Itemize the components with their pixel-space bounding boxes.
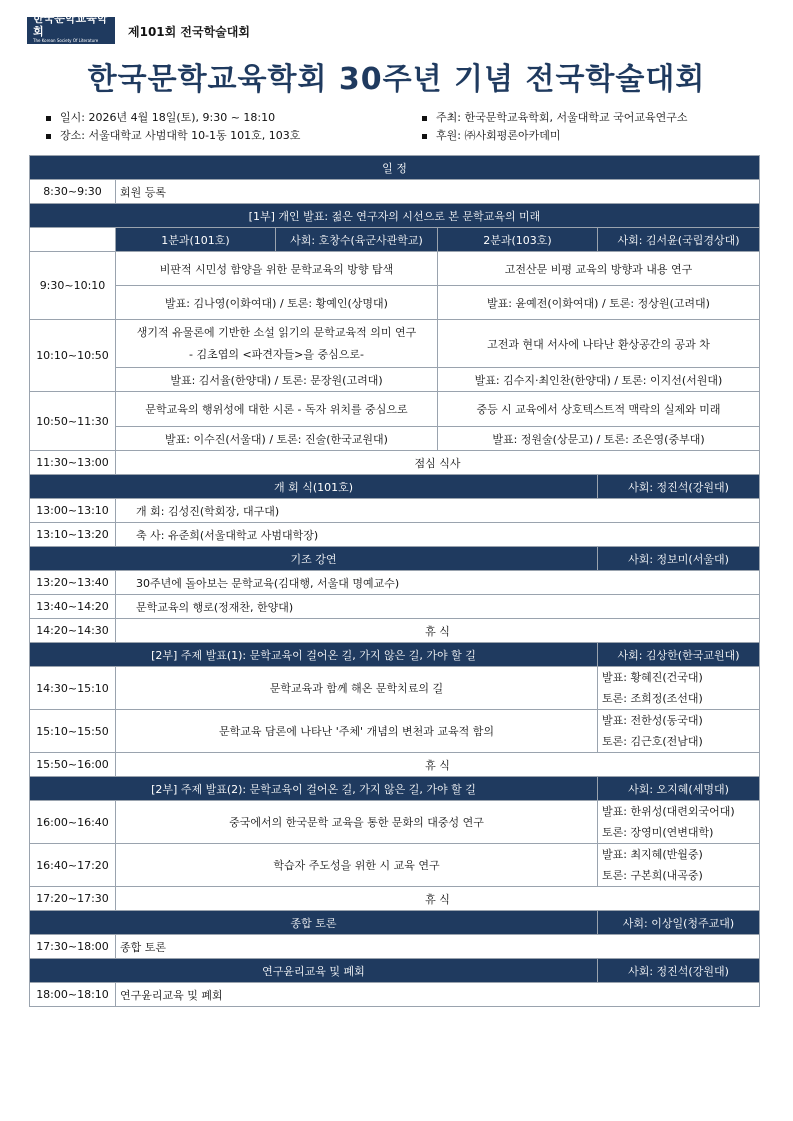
opening-item: 축 사: 유준희(서울대학교 사범대학장) <box>116 523 760 547</box>
time-cell: 15:10~15:50 <box>30 710 116 753</box>
society-logo <box>27 11 115 49</box>
talk-presenter: 발표: 황혜진(건국대) <box>602 671 703 684</box>
time-cell: 9:30~10:10 <box>30 252 116 320</box>
lunch-label: 점심 식사 <box>116 451 760 475</box>
registration-label: 회원 등록 <box>116 180 760 204</box>
talk-title: 학습자 주도성을 위한 시 교육 연구 <box>116 844 598 887</box>
time-cell: 8:30~9:30 <box>30 180 116 204</box>
talk-people <box>598 667 760 710</box>
talk-discussant: 토론: 장영미(연변대학) <box>602 826 714 839</box>
time-cell: 13:20~13:40 <box>30 571 116 595</box>
table-row <box>30 180 760 204</box>
discussion-header: 종합 토론 <box>30 911 598 935</box>
bullet-icon <box>422 134 427 139</box>
talk-people <box>598 710 760 753</box>
part2b-chair: 사회: 오지혜(세명대) <box>598 777 760 801</box>
opening-chair: 사회: 정진석(강원대) <box>598 475 760 499</box>
time-cell: 17:30~18:00 <box>30 935 116 959</box>
table-row <box>30 392 760 427</box>
time-cell: 17:20~17:30 <box>30 887 116 911</box>
talk-title: 중국에서의 한국문학 교육을 통한 문화의 대중성 연구 <box>116 801 598 844</box>
part2a-header: [2부] 주제 발표(1): 문학교육이 걸어온 길, 가지 않은 길, 가야 할 길 <box>30 643 598 667</box>
table-row <box>30 499 760 523</box>
time-cell: 14:20~14:30 <box>30 619 116 643</box>
room1-chair: 사회: 호창수(육군사관학교) <box>276 228 438 252</box>
session-title: 비판적 시민성 함양을 위한 문학교육의 방향 탐색 <box>116 252 438 286</box>
break-label: 휴 식 <box>116 619 760 643</box>
keynote-item: 30주년에 돌아보는 문학교육(김대행, 서울대 명예교수) <box>116 571 760 595</box>
break-label: 휴 식 <box>116 887 760 911</box>
talk-presenter: 발표: 최지혜(반월중) <box>602 848 703 861</box>
page-title: 한국문학교육학회 30주년 기념 전국학술대회 <box>87 62 706 97</box>
info-date: 일시: 2026년 4월 18일(토), 9:30 ~ 18:10 <box>60 111 276 124</box>
bullet-icon <box>422 116 427 121</box>
info-host: 주최: 한국문학교육학회, 서울대학교 국어교육연구소 <box>436 111 688 124</box>
break-label: 휴 식 <box>116 753 760 777</box>
table-row <box>30 228 760 252</box>
time-cell: 14:30~15:10 <box>30 667 116 710</box>
table-row <box>30 844 760 887</box>
table-row <box>30 710 760 753</box>
table-row <box>30 619 760 643</box>
session-presenters: 발표: 김나영(이화여대) / 토론: 황예인(상명대) <box>116 286 438 320</box>
schedule-table <box>29 155 760 1007</box>
info-left <box>46 109 300 145</box>
closing-label: 연구윤리교육 및 폐회 <box>116 983 760 1007</box>
part2b-header: [2부] 주제 발표(2): 문학교육이 걸어온 길, 가지 않은 길, 가야 할 길 <box>30 777 598 801</box>
part1-header: [1부] 개인 발표: 젊은 연구자의 시선으로 본 문학교육의 미래 <box>30 204 760 228</box>
session-title-line1: 생기적 유물론에 기반한 소설 읽기의 문학교육적 의미 연구 <box>136 325 417 339</box>
part2a-chair: 사회: 김상한(한국교원대) <box>598 643 760 667</box>
time-cell: 16:00~16:40 <box>30 801 116 844</box>
info-place: 장소: 서울대학교 사범대학 10-1동 101호, 103호 <box>60 129 301 142</box>
talk-people <box>598 844 760 887</box>
room1-label: 1분과(101호) <box>116 228 276 252</box>
table-row <box>30 753 760 777</box>
time-cell: 16:40~17:20 <box>30 844 116 887</box>
time-cell: 13:10~13:20 <box>30 523 116 547</box>
schedule-header: 일 정 <box>30 156 760 180</box>
closing-chair: 사회: 정진석(강원대) <box>598 959 760 983</box>
time-cell: 13:40~14:20 <box>30 595 116 619</box>
keynote-header: 기조 강연 <box>30 547 598 571</box>
time-cell: 10:10~10:50 <box>30 320 116 392</box>
opening-item: 개 회: 김성진(학회장, 대구대) <box>116 499 760 523</box>
table-row <box>30 887 760 911</box>
session-presenters: 발표: 정원술(상문고) / 토론: 조은영(중부대) <box>438 427 760 451</box>
session-title <box>116 320 438 368</box>
talk-presenter: 발표: 한위성(대련외국어대) <box>602 805 735 818</box>
session-title-line2: - 김초엽의 <파견자들>을 중심으로- <box>189 347 364 361</box>
bullet-icon <box>46 116 51 121</box>
time-cell: 13:00~13:10 <box>30 499 116 523</box>
keynote-chair: 사회: 정보미(서울대) <box>598 547 760 571</box>
table-row <box>30 801 760 844</box>
closing-header: 연구윤리교육 및 폐회 <box>30 959 598 983</box>
empty-cell <box>30 228 116 252</box>
table-row <box>30 983 760 1007</box>
conference-edition: 제101회 전국학술대회 <box>128 25 250 39</box>
session-presenters: 발표: 윤예전(이화여대) / 토론: 정상원(고려대) <box>438 286 760 320</box>
logo-subtext: The Korean Society Of Literature Education <box>33 37 99 49</box>
talk-discussant: 토론: 김근호(전남대) <box>602 735 703 748</box>
discussion-label: 종합 토론 <box>116 935 760 959</box>
table-row <box>30 320 760 368</box>
talk-title: 문학교육과 함께 해온 문학치료의 길 <box>116 667 598 710</box>
table-row <box>30 286 760 320</box>
info-right <box>422 109 687 145</box>
opening-header: 개 회 식(101호) <box>30 475 598 499</box>
room2-label: 2분과(103호) <box>438 228 598 252</box>
time-cell: 10:50~11:30 <box>30 392 116 451</box>
table-row <box>30 571 760 595</box>
session-title: 문학교육의 행위성에 대한 시론 - 독자 위치를 중심으로 <box>116 392 438 427</box>
table-row <box>30 252 760 286</box>
talk-title: 문학교육 담론에 나타난 '주체' 개념의 변천과 교육적 함의 <box>116 710 598 753</box>
time-cell: 18:00~18:10 <box>30 983 116 1007</box>
session-presenters: 발표: 김서율(한양대) / 토론: 문장원(고려대) <box>116 368 438 392</box>
table-row <box>30 451 760 475</box>
table-row <box>30 427 760 451</box>
time-cell: 11:30~13:00 <box>30 451 116 475</box>
room2-chair: 사회: 김서윤(국립경상대) <box>598 228 760 252</box>
discussion-chair: 사회: 이상일(청주교대) <box>598 911 760 935</box>
bullet-icon <box>46 134 51 139</box>
talk-people <box>598 801 760 844</box>
table-row <box>30 667 760 710</box>
session-presenters: 발표: 이수진(서울대) / 토론: 진술(한국교원대) <box>116 427 438 451</box>
table-row <box>30 935 760 959</box>
session-title: 고전산문 비평 교육의 방향과 내용 연구 <box>438 252 760 286</box>
table-row <box>30 523 760 547</box>
keynote-item: 문학교육의 행로(정재찬, 한양대) <box>116 595 760 619</box>
talk-presenter: 발표: 전한성(동국대) <box>602 714 703 727</box>
talk-discussant: 토론: 구본희(내곡중) <box>602 869 703 882</box>
time-cell: 15:50~16:00 <box>30 753 116 777</box>
talk-discussant: 토론: 조희정(조선대) <box>602 692 703 705</box>
session-presenters: 발표: 김수지·최인찬(한양대) / 토론: 이지선(서원대) <box>438 368 760 392</box>
session-title: 중등 시 교육에서 상호텍스트적 맥락의 실제와 미래 <box>438 392 760 427</box>
logo-text: 한국문학교육학회 <box>33 11 108 38</box>
info-sponsor: 후원: ㈜사회평론아카데미 <box>436 129 561 142</box>
session-title: 고전과 현대 서사에 나타난 환상공간의 공과 차 <box>438 320 760 368</box>
table-row <box>30 368 760 392</box>
table-row <box>30 595 760 619</box>
